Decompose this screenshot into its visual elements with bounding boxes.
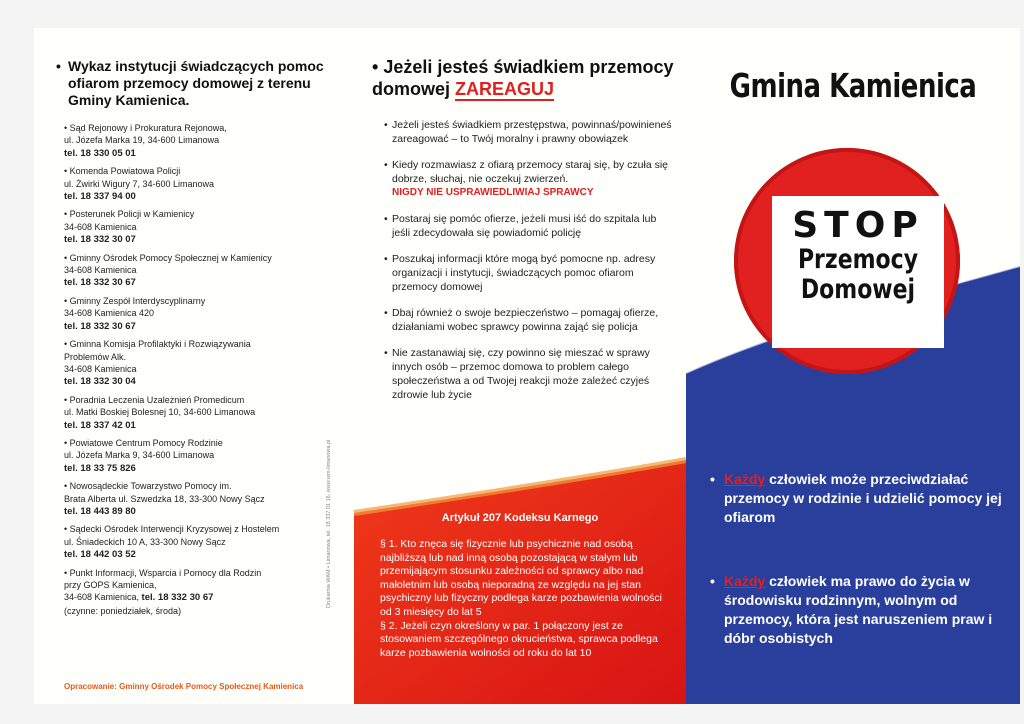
institution-phone: tel. 18 337 94 00 [64, 191, 136, 203]
claim-keyword: Każdy [724, 471, 766, 487]
institution-phone-row [64, 548, 344, 561]
institution-line: ul. Śniadeckich 10 A, 33-300 Nowy Sącz [64, 536, 226, 547]
institution-line: ul. Żwirki Wigury 7, 34-600 Limanowa [64, 178, 215, 189]
article-text [380, 538, 676, 660]
institution-phone: tel. 18 332 30 07 [64, 234, 136, 246]
institution-line: • Gminny Ośrodek Pomocy Społecznej w Kamienicy [64, 252, 272, 263]
institution-phone: tel. 18 33 75 826 [64, 462, 136, 474]
institution-line: Brata Alberta ul. Szwedzka 18, 33-300 Nowy Sącz [64, 493, 265, 504]
institution-phone: tel. 18 442 03 52 [64, 549, 136, 561]
institution-item [64, 480, 344, 518]
institution-item [64, 122, 344, 160]
institution-phone-row [64, 505, 344, 518]
institution-line: • Punkt Informacji, Wsparcia i Pomocy dla Rodzin [64, 567, 262, 578]
advice-text: Postaraj się pomóc ofierze, jeżeli musi iść do szpitala lub jeśli zdecydowała się powiadomić policję [392, 213, 657, 239]
institution-line: ul. Józefa Marka 19, 34-600 Limanowa [64, 135, 220, 146]
institution-phone: tel. 18 332 30 67 [64, 277, 136, 289]
claim-text: człowiek może przeciwdziałać przemocy w rodzinie i udzielić pomocy jej ofiarom [724, 471, 1002, 525]
institution-item [64, 295, 344, 333]
sign-line-3: Domowej [800, 275, 916, 306]
institution-phone-row [64, 591, 344, 604]
stop-sign [734, 148, 960, 374]
stop-sign-board [772, 196, 944, 348]
advice-item [384, 212, 674, 240]
claim-text: człowiek ma prawo do życia w środowisku rodzinnym, wolnym od przemocy, która jest naruszeniem praw i dóbr osobistych [724, 573, 993, 646]
institution-item [64, 165, 344, 203]
institution-line: • Nowosądeckie Towarzystwo Pomocy im. [64, 481, 232, 492]
institution-phone-row [64, 276, 344, 289]
sign-line-2: Przemocy [797, 245, 919, 276]
institution-item [64, 252, 344, 290]
institution-line: 34-608 Kamienica [64, 221, 137, 232]
institution-line: 34-608 Kamienica [64, 363, 137, 374]
advice-text: Nie zastanawiaj się, czy powinno się mieszać w sprawy innych osób – przemoc domowa to problem całego społeczeństwa a od Twojej reakcji może zależeć czyjeś zdrowie lub życie [392, 347, 650, 401]
institution-line: Problemów Alk. [64, 351, 127, 362]
institution-line: • Sądecki Ośrodek Interwencji Kryzysowej z Hostelem [64, 524, 280, 535]
claim-keyword: Każdy [724, 573, 766, 589]
institution-phone: tel. 18 443 89 80 [64, 505, 136, 517]
claim-2 [710, 572, 1014, 648]
cover-title: Gmina Kamienica [729, 68, 977, 106]
institution-phone: tel. 18 332 30 67 [141, 592, 214, 604]
institution-phone-row [64, 375, 344, 388]
institution-item [64, 523, 344, 561]
advice-text: Poszukaj informacji które mogą być pomocne np. adresy organizacji i instytucji, świadczących pomoc ofiarom przemocy domowej [392, 253, 656, 293]
institution-item [64, 567, 344, 618]
advice-text: Kiedy rozmawiasz z ofiarą przemocy staraj się, by czuła się dobrze, słuchaj, nie oczekuj zwierzeń. [392, 159, 669, 185]
article-title: Artykuł 207 Kodeksu Karnego [441, 512, 599, 524]
institution-phone-row [64, 320, 344, 333]
institution-line: 34-608 Kamienica 420 [64, 308, 155, 319]
institution-phone-row [64, 190, 344, 203]
witness-heading: • Jeżeli jesteś świadkiem przemocy domowej ZAREAGUJ [372, 57, 674, 99]
institution-line: 34-608 Kamienica [64, 265, 137, 276]
institution-hours: (czynne: poniedziałek, środa) [64, 605, 182, 616]
institution-phone-row [64, 147, 344, 160]
cover-panel [686, 28, 1020, 704]
advice-item [384, 346, 674, 402]
printer-note: Drukarnia WAM • Limanowa, tel. 18 337 01 16, www.wm-limanowa.pl [326, 439, 332, 608]
bullet-icon: • [710, 471, 715, 487]
institution-phone: tel. 18 332 30 04 [64, 376, 136, 388]
advice-text: Dbaj również o swoje bezpieczeństwo – pomagaj ofierze, działaniami wobec sprawcy powinna zająć się policja [392, 307, 659, 333]
advice-item [384, 118, 674, 146]
bullet-icon: • [56, 58, 61, 74]
institution-line: • Poradnia Leczenia Uzależnień Promedicum [64, 394, 245, 405]
credit-text: Opracowanie: Gminny Ośrodek Pomocy Społecznej Kamienica [64, 682, 304, 691]
institution-line: • Gminna Komisja Profilaktyki i Rozwiązywania [64, 339, 251, 350]
institution-line: • Komenda Powiatowa Policji [64, 166, 181, 177]
institution-phone-row [64, 419, 344, 432]
advice-warning: NIGDY NIE USPRAWIEDLIWIAJ SPRAWCY [392, 187, 594, 198]
institution-item [64, 437, 344, 475]
advice-item [384, 306, 674, 334]
article-paragraph-2: § 2. Jeżeli czyn określony w par. 1 połączony jest ze stosowaniem szczególnego okrucieństwa, sprawca podlega karze pozbawienia wolności od roku do lat 10 [380, 619, 658, 659]
institution-phone: tel. 18 330 05 01 [64, 147, 136, 159]
institution-line: ul. Józefa Marka 9, 34-600 Limanowa [64, 450, 215, 461]
institution-phone: tel. 18 332 30 67 [64, 320, 136, 332]
institutions-list [64, 122, 344, 622]
institution-line: • Posterunek Policji w Kamienicy [64, 209, 195, 220]
bullet-icon: • [710, 573, 715, 589]
institution-line: • Gminny Zespół Interdyscyplinarny [64, 295, 206, 306]
institution-item [64, 338, 344, 389]
claim-1 [710, 470, 1014, 527]
institution-phone-row [64, 462, 344, 475]
institution-line: 34-608 Kamienica, [64, 592, 142, 603]
institution-item [64, 394, 344, 432]
advice-item [384, 252, 674, 294]
institution-item [64, 208, 344, 246]
advice-list [384, 118, 674, 414]
witness-panel [326, 28, 686, 704]
article-paragraph-1: § 1. Kto znęca się fizycznie lub psychicznie nad osobą najbliższą lub nad inną osobą pozostającą w stałym lub przemijającym stosunku zależności od sprawcy albo nad małoletnim lub osobą nieporadną ze względu na jej stan psychiczny lub fizyczny podlega karze pozbawienia wolności od 3 miesięcy do lat 5 [380, 538, 662, 618]
institution-line: przy GOPS Kamienica, [64, 580, 157, 590]
advice-item [384, 158, 674, 200]
institution-phone-row [64, 233, 344, 246]
react-highlight: ZAREAGUJ [455, 79, 555, 99]
institution-line: • Sąd Rejonowy i Prokuratura Rejonowa, [64, 123, 227, 133]
institutions-panel [34, 28, 354, 704]
institutions-heading: • Wykaz instytucji świadczących pomoc ofiarom przemocy domowej z terenu Gminy Kamienica. [56, 58, 324, 108]
stop-word: STOP [792, 205, 924, 246]
institution-line: ul. Matki Boskiej Bolesnej 10, 34-600 Limanowa [64, 407, 256, 418]
institution-phone: tel. 18 337 42 01 [64, 419, 136, 431]
advice-text: Jeżeli jesteś świadkiem przestępstwa, powinnaś/powinieneś zareagować – to Twój moralny i prawny obowiązek [392, 119, 672, 145]
institution-line: • Powiatowe Centrum Pomocy Rodzinie [64, 437, 223, 448]
